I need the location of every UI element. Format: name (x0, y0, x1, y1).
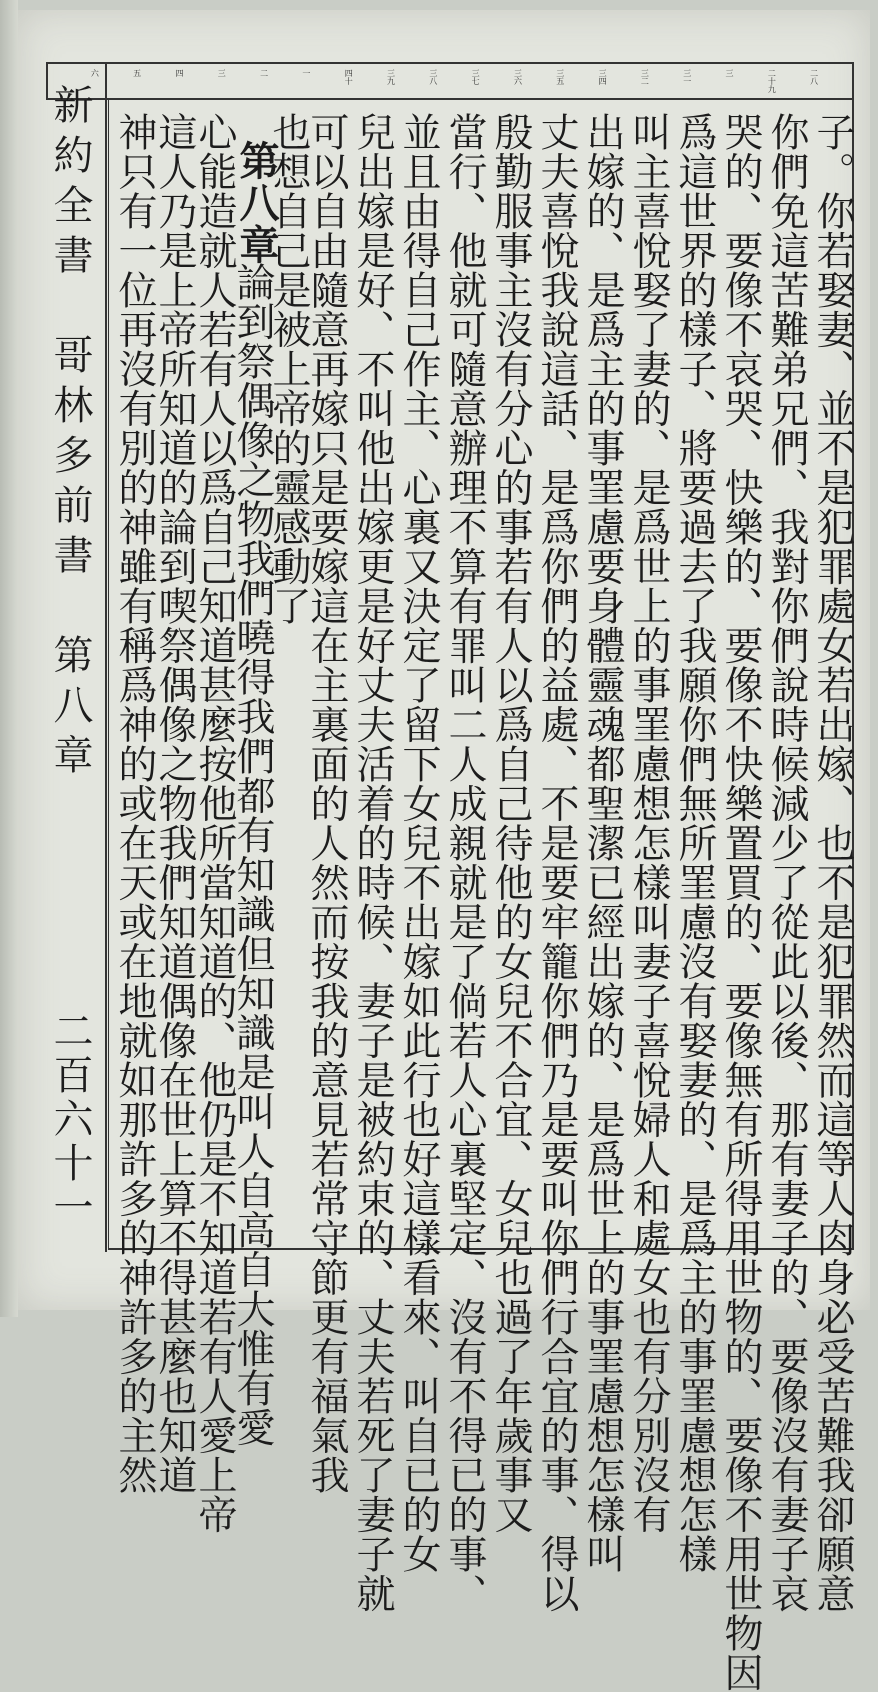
text-column: 當行、他就可隨意辦理不算有罪叫二人成親就是了倘若人心裏堅定、沒有不得已的事、 (442, 112, 487, 1613)
verse-ref: 三六 (513, 69, 523, 85)
verse-ref: 三九 (386, 69, 396, 85)
verse-ref: 四十 (344, 69, 354, 85)
verse-ref: 一 (301, 69, 311, 77)
book-binding-edge (0, 0, 18, 1317)
text-column: 兒出嫁是好、不叫他出嫁更是好丈夫活着的時候、妻子是被約束的、丈夫若死了妻子就 (350, 112, 395, 1613)
verse-ref: 三二 (640, 69, 650, 85)
verse-ref: 二十九 (767, 69, 777, 93)
verse-ref: 三 (725, 69, 735, 77)
text-column: 叫主喜悅娶了妻的、是爲世上的事罣慮想怎樣叫妻子喜悅婦人和處女也有分別沒有 (626, 112, 671, 1534)
text-column: 殷勤服事主沒有分心的事若有人以爲自己待他的女兒不合宜、女兒也過了年歲事又 (488, 112, 533, 1534)
verse-ref: 三五 (555, 69, 565, 85)
text-column: 丈夫喜悅我說這話、是爲你們的益處、不是要牢籠你們乃是要叫你們行合宜的事、得以 (534, 112, 579, 1613)
text-column: 子。你若娶妻、並不是犯罪處女若出嫁、也不是犯罪然而這等人肉身必受苦難我卻願意 (810, 112, 855, 1613)
verse-ref: 六 (90, 69, 100, 77)
text-column: 論到祭偶像之物我們曉得我們都有知識但知識是叫人自高自大惟有愛 (230, 262, 275, 1447)
verse-ref: 三八 (428, 69, 438, 85)
chapter-heading: 第八章 (233, 140, 280, 266)
verse-reference-header (46, 62, 854, 100)
verse-ref: 五 (132, 69, 142, 77)
text-column: 哭的、要像不哀哭、快樂的、要像不快樂置買的、要像無有所得用世物的、要像不用世物因 (718, 112, 763, 1692)
page-number: 二百六十一 (47, 1010, 93, 1230)
text-column: 心能造就人若有人以爲自己知道甚麼按他所當知道的、他仍是不知道若有人愛上帝 (192, 112, 237, 1534)
verse-ref: 三四 (598, 69, 608, 85)
text-column: 你們免這苦難弟兄們、我對你們說時候減少了從此以後、那有妻子的、要像沒有妻子哀 (764, 112, 809, 1613)
text-column: 這人乃是上帝所知道的論到喫祭偶像之物我們知道偶像在世上算不得甚麼也知道 (152, 112, 197, 1495)
verse-ref: 三 (217, 69, 227, 77)
running-title: 新約全書 哥林多前書 第八章 (47, 84, 93, 784)
text-column: 爲這世界的樣子、將要過去了我願你們無所罣慮沒有娶妻的、是爲主的事罣慮想怎樣 (672, 112, 717, 1574)
text-column: 也想自己是被上帝的靈感動了 (266, 112, 311, 626)
verse-ref: 二 (259, 69, 269, 77)
verse-ref: 三七 (471, 69, 481, 85)
verse-ref: 二八 (809, 69, 819, 85)
text-column: 神只有一位再沒有別的神雖有稱爲神的或在天或在地就如那許多的神許多的主然 (112, 112, 157, 1495)
margin-rule (105, 62, 107, 1252)
verse-ref: 四 (174, 69, 184, 77)
text-column: 並且由得自己作主、心裏又決定了留下女兒不出嫁如此行也好這樣看來、叫自已的女 (396, 112, 441, 1574)
text-column: 出嫁的、是爲主的事罣慮要身體靈魂都聖潔已經出嫁的、是爲世上的事罣慮想怎樣叫 (580, 112, 625, 1574)
verse-ref: 三一 (682, 69, 692, 85)
text-column: 可以自由隨意再嫁只是要嫁這在主裏面的人然而按我的意見若常守節更有福氣我 (304, 112, 349, 1495)
